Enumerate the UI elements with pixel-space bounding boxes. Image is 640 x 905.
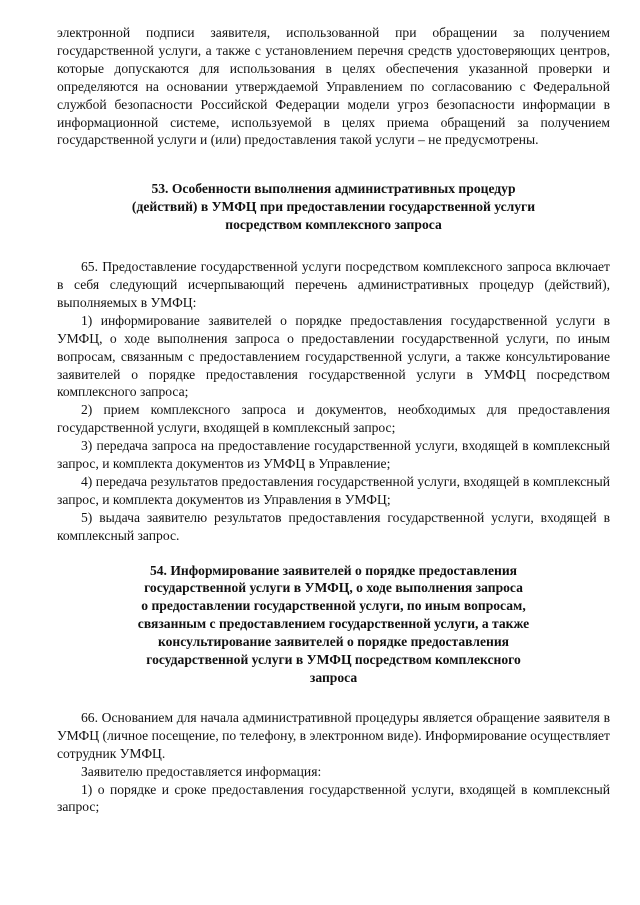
section-54-heading-line: 54. Информирование заявителей о порядке предоставления	[149, 562, 518, 578]
section-54-heading-line: консультирование заявителей о порядке предоставления	[157, 634, 510, 650]
section-54-heading-line: связанным с предоставлением государственной услуги, а также	[137, 616, 530, 632]
intro-paragraph: электронной подписи заявителя, использованной при обращении за получением государственной услуги, а также с установлением перечня средств удостоверяющих центров, которые допускаются для использования в целях обеспечения указанной проверки и определяются на основании утверждаемой Управлением по согласованию с Федеральной службой безопасности Российской Федерации модели угроз безопасности информации в информационной системе, используемой в целях приема обращений за получением государственной услуги и (или) предоставления такой услуги – не предусмотрены.	[57, 25, 610, 148]
section-53-heading-line: посредством комплексного запроса	[225, 217, 442, 233]
list-item-2: 2) прием комплексного запроса и документов, необходимых для предоставления государственной услуги, входящей в комплексный запрос;	[57, 402, 610, 436]
info-intro-paragraph: Заявителю предоставляется информация:	[81, 763, 322, 779]
section-54-heading	[57, 562, 610, 687]
paragraph-66: 66. Основанием для начала административной процедуры является обращение заявителя в УМФЦ (личное посещение, по телефону, в электронном виде). Информирование осуществляет сотрудник УМФЦ.	[57, 709, 610, 761]
section-54-heading-line: государственной услуги в УМФЦ посредством комплексного	[146, 652, 521, 668]
section-54-body	[57, 709, 610, 816]
section-54-heading-line: о предоставлении государственной услуги, по иным вопросам,	[141, 598, 526, 614]
paragraph-65: 65. Предоставление государственной услуги посредством комплексного запроса включает в себя следующий исчерпывающий перечень административных процедур (действий), выполняемых в УМФЦ:	[57, 259, 610, 310]
section-54-heading-line: государственной услуги в УМФЦ, о ходе выполнения запроса	[144, 580, 523, 596]
info-list-item-1: 1) о порядке и сроке предоставления государственной услуги, входящей в комплексный запрос;	[57, 781, 610, 815]
section-54-heading-line: запроса	[309, 670, 358, 685]
list-item-5: 5) выдача заявителю результатов предоставления государственной услуги, входящей в комплексный запрос.	[57, 509, 610, 543]
list-item-3: 3) передача запроса на предоставление государственной услуги, входящей в комплексный запрос, и комплекта документов из УМФЦ в Управление;	[57, 438, 610, 472]
section-53-heading-line: 53. Особенности выполнения административных процедур	[151, 181, 516, 197]
list-item-1: 1) информирование заявителей о порядке предоставления государственной услуги в УМФЦ, о ходе выполнения запроса о предоставлении государственной услуги, по иным вопросам, связанным с предоставлением государственной услуги, а также консультирование заявителей о порядке предоставления государственной услуги в УМФЦ посредством комплексного запроса;	[57, 312, 610, 400]
section-53-body	[57, 258, 610, 545]
document-page	[57, 24, 610, 816]
section-53-heading	[57, 180, 610, 234]
section-53-heading-line: (действий) в УМФЦ при предоставлении государственной услуги	[131, 199, 536, 215]
list-item-4: 4) передача результатов предоставления государственной услуги, входящей в комплексный запрос, и комплекта документов из Управления в УМФЦ;	[57, 473, 610, 507]
